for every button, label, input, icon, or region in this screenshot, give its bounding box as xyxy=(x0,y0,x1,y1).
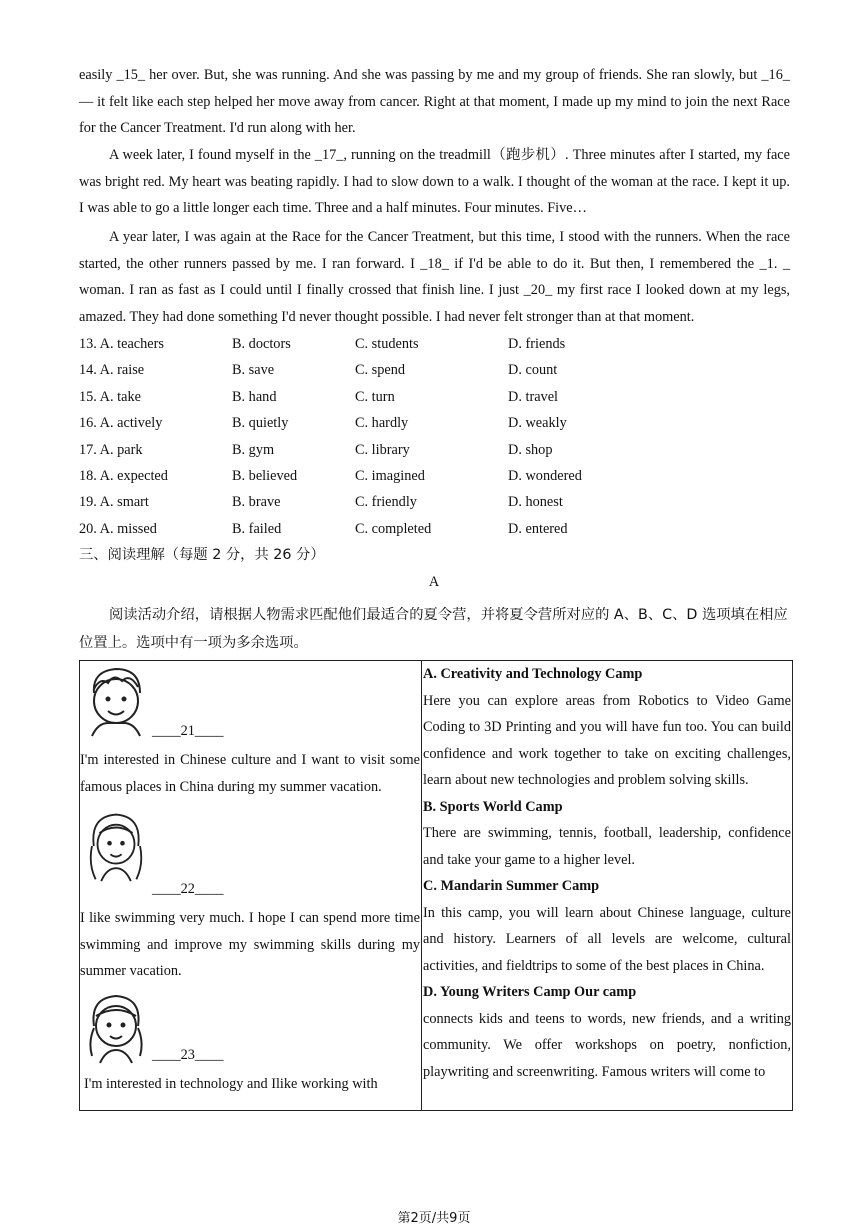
option-d: D. travel xyxy=(508,388,559,405)
option-a: 15. A. take xyxy=(79,388,141,405)
option-c: C. friendly xyxy=(355,494,417,511)
option-d: D. entered xyxy=(508,520,568,537)
option-d: D. shop xyxy=(508,441,553,458)
option-c: C. completed xyxy=(355,520,432,537)
option-a: 17. A. park xyxy=(79,441,143,458)
option-b: B. brave xyxy=(232,494,281,511)
option-b: B. quietly xyxy=(232,415,289,432)
option-a: 20. A. missed xyxy=(79,520,157,537)
option-c: C. spend xyxy=(355,362,406,379)
option-a: 18. A. expected xyxy=(79,467,168,484)
answer-blank-22[interactable]: ____22____ xyxy=(152,881,224,897)
option-b: B. hand xyxy=(232,388,277,405)
passage-paragraph-3: A year later, I was again at the Race for the Cancer Treatment, but this time, I stood with the runners. When the race started, the other runners passed by me. I ran forward. I _18_ if I'd be able to do it. But then, I remembered the _1. _ woman. I ran as fast as I could until I finally crossed that finish line. I just _20_ my first race I looked down at my legs, amazed. They had done something I'd never thought possible. I had never felt stronger than at that moment. xyxy=(79,229,790,325)
instructions: 阅读活动介绍，请根据人物需求匹配他们最适合的夏令营，并将夏令营所对应的 A、B、C、D 选项填在相应位置上。选项中有一项为多余选项。 xyxy=(79,607,788,651)
camp-c xyxy=(422,873,792,979)
matching-table xyxy=(79,660,793,1111)
people-column xyxy=(80,661,422,1111)
camps-column xyxy=(422,661,793,1111)
girl-avatar-icon xyxy=(82,809,150,883)
boy-avatar-icon xyxy=(82,663,150,737)
page-number: 第2页/共9页 xyxy=(397,1211,471,1226)
option-d: D. friends xyxy=(508,336,566,352)
camp-a-title: A. Creativity and Technology Camp xyxy=(423,666,643,682)
option-a: 13. A. teachers xyxy=(79,336,164,352)
option-a: 16. A. actively xyxy=(79,415,163,432)
answer-blank-21[interactable]: ____21____ xyxy=(152,723,224,739)
option-b: B. save xyxy=(232,362,275,379)
answer-options xyxy=(79,331,790,542)
option-row-20 xyxy=(79,516,790,542)
option-b: B. believed xyxy=(232,467,298,484)
camp-b-description: There are swimming, tennis, football, leadership, confidence and take your game to a higher level. xyxy=(423,825,791,868)
passage-paragraph-1: easily _15_ her over. But, she was running. And she was passing by me and my group of friends. She ran slowly, but _16_— it felt like each step helped her move away from cancer. Right at that moment, I made up my mind to join the next Race for the Cancer Treatment. I'd run along with her. xyxy=(79,67,790,136)
section-heading: 三、阅读理解（每题 2 分，共 26 分） xyxy=(79,547,325,563)
camp-b-title: B. Sports World Camp xyxy=(423,798,563,815)
option-c: C. turn xyxy=(355,388,395,405)
option-d: D. count xyxy=(508,362,558,379)
option-row-19 xyxy=(79,489,790,515)
person-21-need: I'm interested in Chinese culture and I want to visit some famous places in China during my summer vacation. xyxy=(80,752,420,795)
option-c: C. students xyxy=(355,336,419,352)
option-b: B. failed xyxy=(232,520,282,537)
passage-paragraph-2: A week later, I found myself in the _17_, running on the treadmill（跑步机）. Three minutes after I started, my face was bright red. My heart was beating rapidly. I had to slow down to a walk. I thought of the woman at the race. I kept it up. I was able to go a little longer each time. Three and a half minutes. Four minutes. Five… xyxy=(79,147,790,216)
option-a: 19. A. smart xyxy=(79,494,149,511)
option-c: C. imagined xyxy=(355,467,425,484)
part-label: A xyxy=(428,574,440,590)
option-row-14 xyxy=(79,357,790,383)
option-d: D. honest xyxy=(508,494,563,511)
person-23-need: I'm interested in technology and Ilike working with xyxy=(84,1076,378,1092)
person-22-need: I like swimming very much. I hope I can spend more time swimming and improve my swimming skills during my summer vacation. xyxy=(80,910,420,979)
camp-d xyxy=(422,979,792,1085)
camp-c-title: C. Mandarin Summer Camp xyxy=(423,878,600,894)
option-row-18 xyxy=(79,463,790,489)
option-c: C. hardly xyxy=(355,415,409,432)
girl-braids-avatar-icon xyxy=(82,991,150,1065)
option-row-16 xyxy=(79,410,790,436)
camp-d-title: D. Young Writers Camp Our camp xyxy=(423,984,637,1000)
option-row-17 xyxy=(79,437,790,463)
option-row-13 xyxy=(79,331,790,357)
camp-b xyxy=(422,794,792,874)
option-d: D. wondered xyxy=(508,467,582,484)
option-b: B. doctors xyxy=(232,336,291,352)
option-c: C. library xyxy=(355,441,410,458)
option-a: 14. A. raise xyxy=(79,362,145,379)
camp-d-description: connects kids and teens to words, new friends, and a writing community. We offer workshops on poetry, nonfiction, playwriting and screenwriting. Famous writers will come to xyxy=(423,1010,791,1080)
option-b: B. gym xyxy=(232,441,275,458)
option-row-15 xyxy=(79,384,790,410)
camp-a xyxy=(422,661,792,794)
option-d: D. weakly xyxy=(508,415,567,432)
camp-c-description: In this camp, you will learn about Chinese language, culture and history. Learners of all levels are welcome, cultural activities, and fieldtrips to some of the best places in China. xyxy=(423,904,791,974)
camp-a-description: Here you can explore areas from Robotics to Video Game Coding to 3D Printing and you will have fun too. You can build confidence and work together to take on exciting challenges, learn about new technologies and problem solving skills. xyxy=(423,692,791,788)
answer-blank-23[interactable]: ____23____ xyxy=(152,1047,224,1063)
